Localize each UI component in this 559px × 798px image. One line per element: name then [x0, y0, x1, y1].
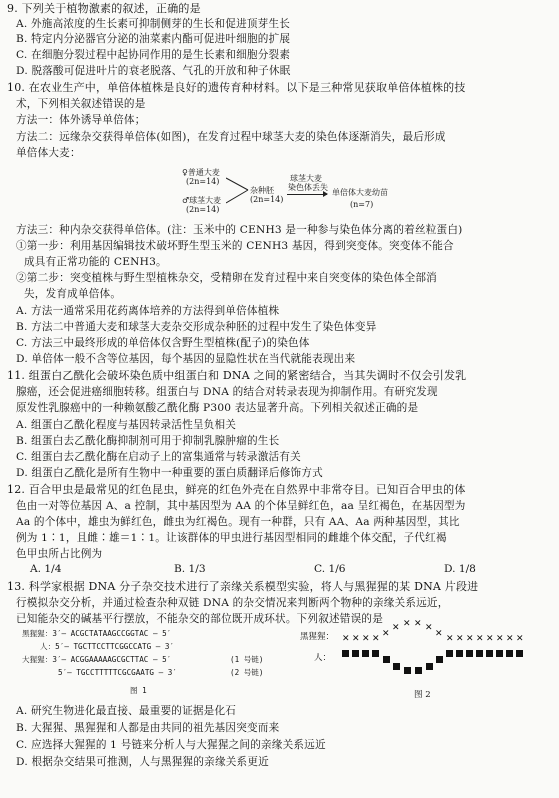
- svg-text:✕: ✕: [476, 634, 484, 644]
- svg-text:✕: ✕: [403, 619, 411, 629]
- svg-text:✕: ✕: [425, 623, 433, 633]
- diagram-arrow: [287, 194, 327, 195]
- svg-text:✕: ✕: [486, 634, 494, 644]
- question-11-stem-3: 原发性乳腺癌中的一种赖氨酸乙酰化酶 P300 表达显著升高。下列相关叙述正确的是: [16, 402, 419, 414]
- fig2-hybrid-diagram: [340, 618, 536, 684]
- question-10-option-a: A. 方法一通常采用花药离体培养的方法得到单倍体植株: [16, 305, 280, 317]
- diagram-process-top: 球茎大麦: [290, 174, 322, 183]
- svg-text:✕: ✕: [435, 629, 443, 639]
- dna-gorilla-1-tag: (1 号链): [230, 655, 264, 664]
- figure-2-caption: 图 2: [414, 690, 431, 700]
- question-13-option-c: C. 应选择大猩猩的 1 号链来分析人与大猩猩之间的亲缘关系远近: [16, 739, 326, 751]
- question-10-option-b: B. 方法二中普通大麦和球茎大麦杂交形成杂种胚的过程中发生了染色体变异: [16, 321, 377, 333]
- question-10-stem-cont: 术，下列相关叙述错误的是: [16, 98, 146, 110]
- question-13-option-b: B. 大猩猩、黑猩猩和人都是由共同的祖先基因突变而来: [16, 722, 280, 734]
- question-13-stem-3: 已知能杂交的碱基平行摆放，不能杂交的部位既开成环状。下列叙述错误的是: [16, 613, 383, 625]
- svg-text:✕: ✕: [414, 619, 422, 629]
- question-9-option-d: D. 脱落酸可促进叶片的衰老脱落、气孔的开放和种子休眠: [16, 65, 291, 77]
- question-11-option-d: D. 组蛋白乙酰化是所有生物中一种重要的蛋白质翻译后修饰方式: [16, 467, 323, 479]
- question-12-option-d: D. 1/8: [444, 563, 476, 575]
- question-12-stem: 12. 百合甲虫是最常见的红色昆虫，鲜亮的红色外壳在自然界中非常夺目。已知百合甲虫的体: [7, 483, 466, 496]
- svg-text:✕: ✕: [446, 634, 454, 644]
- question-9-option-c: C. 在细胞分裂过程中起协同作用的是生长素和细胞分裂素: [16, 49, 291, 61]
- step-two: ②第二步：突变植株与野生型植株杂交，受精卵在发育过程中来自突变体的染色体全部消: [16, 272, 437, 284]
- diagram-female-n: (2n=14): [186, 177, 220, 186]
- svg-text:✕: ✕: [466, 634, 474, 644]
- question-13-stem-2: 行模拟杂交分析，并通过检查杂种双链 DNA 的杂交情况来判断两个物种的亲缘关系远近，: [16, 597, 449, 609]
- dna-human: 人：5′— TGCTTCCTTCGGCCATG — 3′: [40, 642, 175, 651]
- method-one: 方法一：体外诱导单倍体；: [16, 114, 146, 126]
- diagram-merge-lines: [226, 176, 250, 206]
- question-11-option-a: A. 组蛋白乙酰化程度与基因转录活性呈负相关: [16, 419, 237, 431]
- diagram-result-n: (n=7): [350, 200, 374, 209]
- figure-2: [300, 618, 542, 704]
- svg-text:✕: ✕: [342, 634, 350, 644]
- question-12-option-a: A. 1/4: [30, 563, 62, 575]
- dna-gorilla-2-tag: (2 号链): [230, 668, 264, 677]
- question-11-stem-2: 腺癌，还会促进癌细胞转移。组蛋白与 DNA 的结合对转录表现为抑制作用。有研究发现: [16, 386, 438, 398]
- svg-text:✕: ✕: [516, 634, 524, 644]
- svg-text:✕: ✕: [456, 634, 464, 644]
- dna-chimp: 黑猩猩：3′— ACGCTATAAGCCGGTAC — 5′: [22, 629, 172, 638]
- question-9-option-b: B. 特定内分泌器官分泌的油菜素内酯可促进叶细胞的扩展: [16, 33, 291, 45]
- question-12-stem-4: 例为 1∶1，且雌∶雄＝1∶1。让该群体的甲虫进行基因型相同的雌雄个体交配，子代红褐: [16, 532, 447, 544]
- method-three: 方法三：种内杂交获得单倍体。(注：玉米中的 CENH3 是一种参与染色体分离的着丝粒蛋白): [16, 224, 463, 236]
- question-12-stem-5: 色甲虫所占比例为: [16, 548, 103, 560]
- fig2-human-label: 人：: [314, 653, 332, 663]
- question-10-option-c: C. 方法三中最终形成的单倍体仅含野生型植株(配子)的染色体: [16, 337, 310, 349]
- step-one-cont: 成具有正常功能的 CENH3。: [24, 256, 167, 268]
- question-13-option-d: D. 根据杂交结果可推测，人与黑猩猩的亲缘关系更近: [16, 756, 269, 768]
- svg-text:✕: ✕: [506, 634, 514, 644]
- diagram-female-label: ♀普通大麦: [182, 168, 220, 177]
- question-11-option-b: B. 组蛋白去乙酰化酶抑制剂可用于抑制乳腺肿瘤的生长: [16, 435, 280, 447]
- svg-text:✕: ✕: [372, 634, 380, 644]
- diagram-hybrid-label: 杂种胚: [250, 186, 274, 195]
- svg-text:✕: ✕: [496, 634, 504, 644]
- svg-text:✕: ✕: [392, 623, 400, 633]
- diagram-result-label: 单倍体大麦幼苗: [332, 188, 388, 197]
- svg-text:✕: ✕: [352, 634, 360, 644]
- dna-gorilla-1: 大猩猩：3′— ACGGAAAAAGCGCTTAC — 5′: [22, 655, 172, 664]
- diagram-process-bottom: 染色体丢失: [288, 183, 328, 192]
- question-9-option-a: A. 外施高浓度的生长素可抑制侧芽的生长和促进顶芽生长: [16, 18, 291, 30]
- question-13-option-a: A. 研究生物进化最直接、最重要的证据是化石: [16, 705, 237, 717]
- question-10-stem: 10. 在农业生产中，单倍体植株是良好的遗传育种材料。以下是三种常见获取单倍体植株的技: [7, 81, 466, 94]
- question-12-stem-2: 色由一对等位基因 A、a 控制，其中基因型为 AA 的个体呈鲜红色，aa 呈红褐色，在基因型为: [16, 500, 466, 512]
- method-two-cont: 单倍体大麦：: [16, 147, 81, 159]
- step-one: ①第一步：利用基因编辑技术破坏野生型玉米的 CENH3 基因，得到突变体。突变体不能合: [16, 240, 454, 252]
- diagram-male-n: (2n=14): [186, 205, 220, 214]
- question-10-option-d: D. 单倍体一般不含等位基因，每个基因的显隐性状在当代就能表现出来: [16, 353, 356, 365]
- figure-1-caption: 图 1: [130, 686, 147, 695]
- svg-text:✕: ✕: [382, 629, 390, 639]
- diagram-male-label: ♂球茎大麦: [182, 196, 222, 205]
- method-two: 方法二：远缘杂交获得单倍体(如图)，在发育过程中球茎大麦的染色体逐渐消失，最后形成: [16, 131, 446, 143]
- fig2-chimp-label: 黑猩猩：: [300, 632, 335, 642]
- question-13-stem: 13. 科学家根据 DNA 分子杂交技术进行了亲缘关系模型实验，将人与黑猩猩的某 DNA 片段进: [7, 580, 479, 593]
- question-12-option-b: B. 1/3: [174, 563, 206, 575]
- question-12-option-c: C. 1/6: [314, 563, 346, 575]
- diagram-hybrid-n: (2n=14): [250, 195, 284, 204]
- question-9-stem: 9. 下列关于植物激素的叙述，正确的是: [7, 2, 201, 15]
- dna-gorilla-2: 5′— TGCCTTTTTCGCGAATG — 3′: [58, 668, 177, 677]
- step-two-cont: 失，发育成单倍体。: [24, 288, 122, 300]
- question-11-stem: 11. 组蛋白乙酰化会破坏染色质中组蛋白和 DNA 之间的紧密结合，当其失调时不仅会引发乳: [7, 369, 467, 382]
- svg-text:✕: ✕: [362, 634, 370, 644]
- question-12-stem-3: Aa 的个体中，雄虫为鲜红色，雌虫为红褐色。现有一种群，只有 AA、Aa 两种基因型，其比: [16, 516, 460, 528]
- question-11-option-c: C. 组蛋白去乙酰化酶在启动子上的富集通常与转录激活有关: [16, 451, 301, 463]
